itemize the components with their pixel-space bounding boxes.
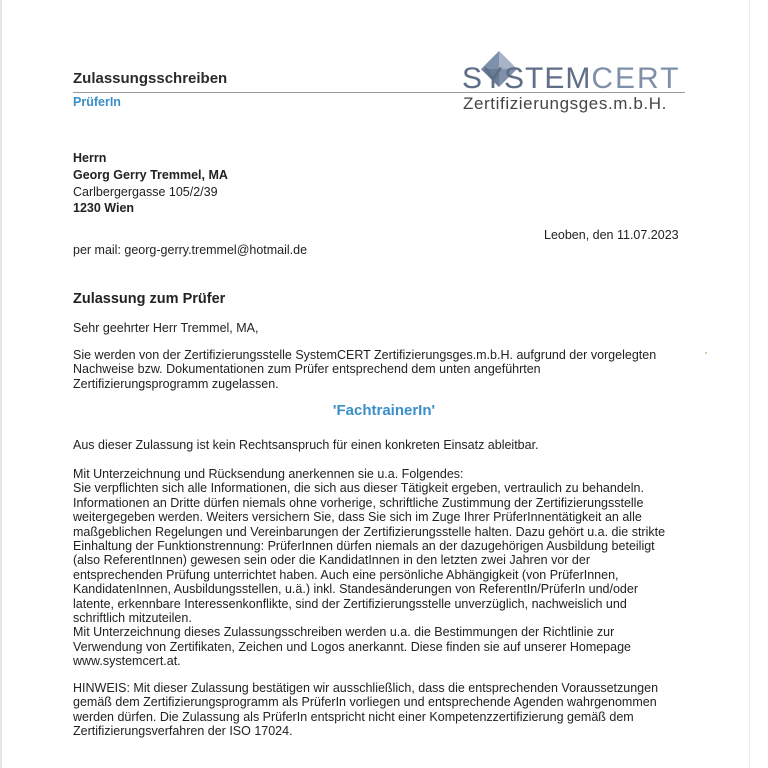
document-subtitle: PrüferIn <box>73 95 121 109</box>
recipient-salutation: Herrn <box>73 151 107 165</box>
recipient-street: Carlbergergasse 105/2/39 <box>73 185 218 199</box>
terms-line: weitergegeben werden. Weiters versichern Sie, dass Sie sich im Zuge Ihrer PrüferInnentätigkeit an alle <box>73 510 642 525</box>
systemcert-logo <box>460 50 700 116</box>
terms-line: entsprechenden Prüfung unterrichtet haben. Auch eine persönliche Abhängigkeit (von PrüferInnen, <box>73 567 619 582</box>
notice-line: HINWEIS: Mit dieser Zulassung bestätigen wir ausschließlich, dass die entsprechenden Voraussetzungen <box>73 681 659 695</box>
recipient-city: 1230 Wien <box>73 201 135 215</box>
notice-paragraph <box>73 681 713 739</box>
intro-line: Zertifizierungsprogramm zugelassen. <box>73 376 279 391</box>
notice-line: Zertifizierungsverfahren der ISO 17024. <box>73 724 293 739</box>
terms-line: latente, erkennbare Interessenkonflikte, sind der Zertifizierungsstelle unverzüglich, nachweislich und <box>73 596 627 611</box>
letter-salutation: Sehr geehrter Herr Tremmel, MA, <box>73 321 259 335</box>
terms-line: schriftlich mitzuteilen. <box>73 611 192 626</box>
intro-line: Nachweise bzw. Dokumentationen zum Prüfer entsprechend dem unten angeführten <box>73 362 541 377</box>
terms-line: (also ReferentInnen) gewesen sein oder die KandidatInnen in den letzten zwei Jahren vor der <box>73 553 590 568</box>
no-claim-line: Aus dieser Zulassung ist kein Rechtsanspruch für einen konkreten Einsatz ableitbar. <box>73 438 539 452</box>
letter-subject: Zulassung zum Prüfer <box>73 291 226 307</box>
scan-speck <box>705 352 707 354</box>
terms-paragraph <box>73 467 713 669</box>
terms-line: www.systemcert.at. <box>73 654 181 669</box>
certification-program: 'FachtrainerIn' <box>332 402 436 419</box>
terms-line: Sie verpflichten sich alle Informationen, die sich aus dieser Tätigkeit ergeben, vertraulich zu behandeln. <box>73 481 644 496</box>
logo-company-name: Zertifizierungsges.m.b.H. <box>463 94 667 113</box>
delivery-email: per mail: georg-gerry.tremmel@hotmail.de <box>73 243 308 257</box>
terms-line: Einhaltung der Funktionstrennung: PrüferInnen dürfen niemals an der dazugehörigen Ausbildung beteiligt <box>73 539 655 554</box>
scan-edge-left <box>0 0 2 768</box>
logo-word-cert: CERT <box>591 62 681 95</box>
terms-line: maßgeblichen Regelungen und Vereinbarungen der Zertifizierungsstelle halten. Dazu gehört u.a. die strikte <box>73 524 666 539</box>
terms-line: Mit Unterzeichnung und Rücksendung anerkennen sie u.a. Folgendes: <box>73 467 464 481</box>
logo-wordmark <box>462 64 680 94</box>
scan-edge-right <box>749 0 750 768</box>
recipient-name: Georg Gerry Tremmel, MA <box>73 168 228 182</box>
letter-date: Leoben, den 11.07.2023 <box>544 228 679 242</box>
terms-line: Informationen an Dritte dürfen niemals ohne vorherige, schriftliche Zustimmung der Zertifizierungsstelle <box>73 495 644 510</box>
logo-word-system: SYSTEM <box>462 62 592 95</box>
document-title: Zulassungsschreiben <box>73 70 228 87</box>
terms-line: KandidatenInnen, Ausbildungsstellen, u.ä.) inkl. Standesänderungen von ReferentIn/PrüferIn und/oder <box>73 582 638 597</box>
notice-line: werden dürfen. Die Zulassung als PrüferIn entspricht nicht einer Kompetenzzertifizierung gemäß dem <box>73 709 634 724</box>
no-claim-paragraph <box>73 438 713 452</box>
terms-line: Mit Unterzeichnung dieses Zulassungsschreiben werden u.a. die Bestimmungen der Richtlinie zur <box>73 625 615 640</box>
intro-paragraph <box>73 348 713 391</box>
terms-line: Verwendung von Zertifikaten, Zeichen und Logos anerkannt. Diese finden sie auf unserer Homepage <box>73 639 631 654</box>
notice-line: gemäß dem Zertifizierungsprogramm als PrüferIn vorliegen und entsprechende Agenden wahrgenommen <box>73 695 657 710</box>
intro-line: Sie werden von der Zertifizierungsstelle SystemCERT Zertifizierungsges.m.b.H. aufgrund der vorgelegten <box>73 348 657 362</box>
